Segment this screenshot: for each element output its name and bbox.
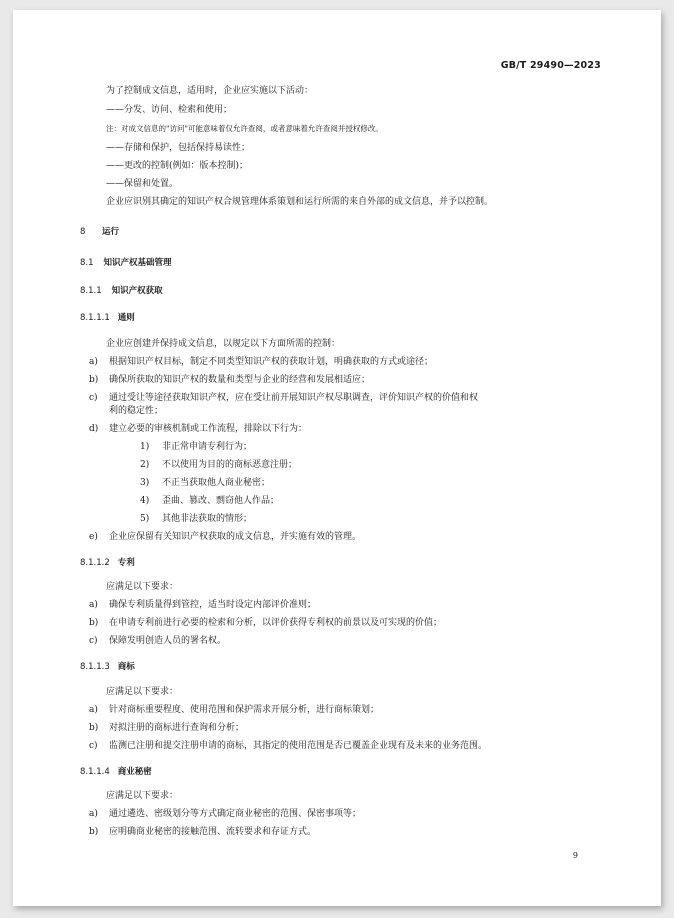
- section-title: 知识产权基础管理: [103, 258, 172, 268]
- section-8-heading: [80, 226, 119, 238]
- document-page: [13, 10, 661, 906]
- trademark-item-a: a) 针对商标重要程度、使用范围和保护需求开展分析，进行商标策划；: [89, 705, 380, 715]
- section-title: 知识产权获取: [111, 286, 163, 296]
- list-item-a: a) 根据知识产权目标，制定不同类型知识产权的获取计划，明确获取的方式或途径；: [89, 357, 434, 367]
- patent-intro: 应满足以下要求：: [106, 582, 179, 592]
- intro-paragraph: 为了控制成文信息，适用时，企业应实施以下活动：: [106, 86, 314, 96]
- trade-secret-intro: 应满足以下要求：: [106, 791, 179, 801]
- list-item-d: d) 建立必要的审核机制或工作流程，排除以下行为：: [89, 424, 308, 434]
- section-8-1-heading: [80, 257, 172, 269]
- trademark-intro: 应满足以下要求：: [106, 687, 179, 697]
- patent-item-c: c) 保障发明创造人员的署名权。: [89, 636, 227, 646]
- section-8-1-1-1-heading: [80, 312, 135, 324]
- section-number: 8.1.1.3: [80, 662, 110, 672]
- list-item-e: e) 企业应保留有关知识产权获取的成文信息，并实施有效的管理。: [89, 532, 362, 542]
- sub-item-3: 3) 不正当获取他人商业秘密；: [140, 478, 271, 488]
- sub-item-2: 2) 不以使用为目的的商标恶意注册；: [140, 460, 298, 470]
- section-8-1-1-3-heading: [80, 661, 135, 673]
- patent-item-b: b) 在申请专利前进行必要的检索和分析，以评价获得专利权的前景以及可实现的价值；: [89, 618, 443, 628]
- page-number: 9: [572, 851, 578, 860]
- section-number: 8.1.1.2: [80, 558, 110, 568]
- patent-item-a: a) 确保专利质量得到管控，适当时设定内部评价准则；: [89, 600, 317, 610]
- trademark-item-c: c) 监测已注册和提交注册申请的商标，其指定的使用范围是否已覆盖企业现有及未来的业务范围。: [89, 741, 488, 751]
- section-title: 商业秘密: [117, 767, 152, 777]
- list-item-c: c) 通过受让等途径获取知识产权，应在受让前开展知识产权尽职调查，评价知识产权的价值和权: [89, 393, 479, 403]
- trade-secret-item-a: a) 通过遴选、密级划分等方式确定商业秘密的范围、保密事项等；: [89, 809, 362, 819]
- section-8-1-1-4-heading: [80, 766, 152, 778]
- dash-item-change-control: ——更改的控制(例如：版本控制)；: [106, 161, 249, 171]
- section-title: 商标: [117, 662, 135, 672]
- dash-item-retention: ——保留和处置。: [106, 179, 179, 189]
- list-item-b: b) 确保所获取的知识产权的数量和类型与企业的经营和发展相适应；: [89, 375, 371, 385]
- sub-item-1: 1) 非正常申请专利行为；: [140, 442, 253, 452]
- general-intro: 企业应创建并保持成文信息，以规定以下方面所需的控制：: [106, 339, 341, 349]
- sub-item-5: 5) 其他非法获取的情形；: [140, 514, 253, 524]
- list-item-c-continued: 利的稳定性；: [109, 406, 164, 416]
- section-number: 8.1: [80, 258, 94, 268]
- section-number: 8.1.1: [80, 286, 102, 296]
- trade-secret-item-b: b) 应明确商业秘密的接触范围、流转要求和存证方式。: [89, 827, 317, 837]
- note-access: 注：对成文信息的"访问"可能意味着仅允许查阅，或者意味着允许查阅并授权修改。: [106, 124, 383, 133]
- section-title: 通则: [117, 313, 135, 323]
- trademark-item-b: b) 对拟注册的商标进行查询和分析；: [89, 723, 245, 733]
- dash-item-storage: ——存储和保护，包括保持易读性；: [106, 143, 251, 153]
- section-number: 8.1.1.1: [80, 313, 110, 323]
- external-info-paragraph: 企业应识别其确定的知识产权合规管理体系策划和运行所需的来自外部的成文信息，并予以控制。: [106, 197, 494, 207]
- sub-item-4: 4) 歪曲、篡改、剽窃他人作品；: [140, 496, 280, 506]
- dash-item-distribution: ——分发、访问、检索和使用；: [106, 105, 233, 115]
- section-8-1-1-heading: [80, 285, 163, 297]
- section-title: 专利: [117, 558, 135, 568]
- section-number: 8.1.1.4: [80, 767, 110, 777]
- section-title: 运行: [102, 227, 120, 237]
- section-8-1-1-2-heading: [80, 557, 135, 569]
- section-number: 8: [80, 227, 86, 237]
- standard-number-header: GB/T 29490—2023: [500, 60, 601, 71]
